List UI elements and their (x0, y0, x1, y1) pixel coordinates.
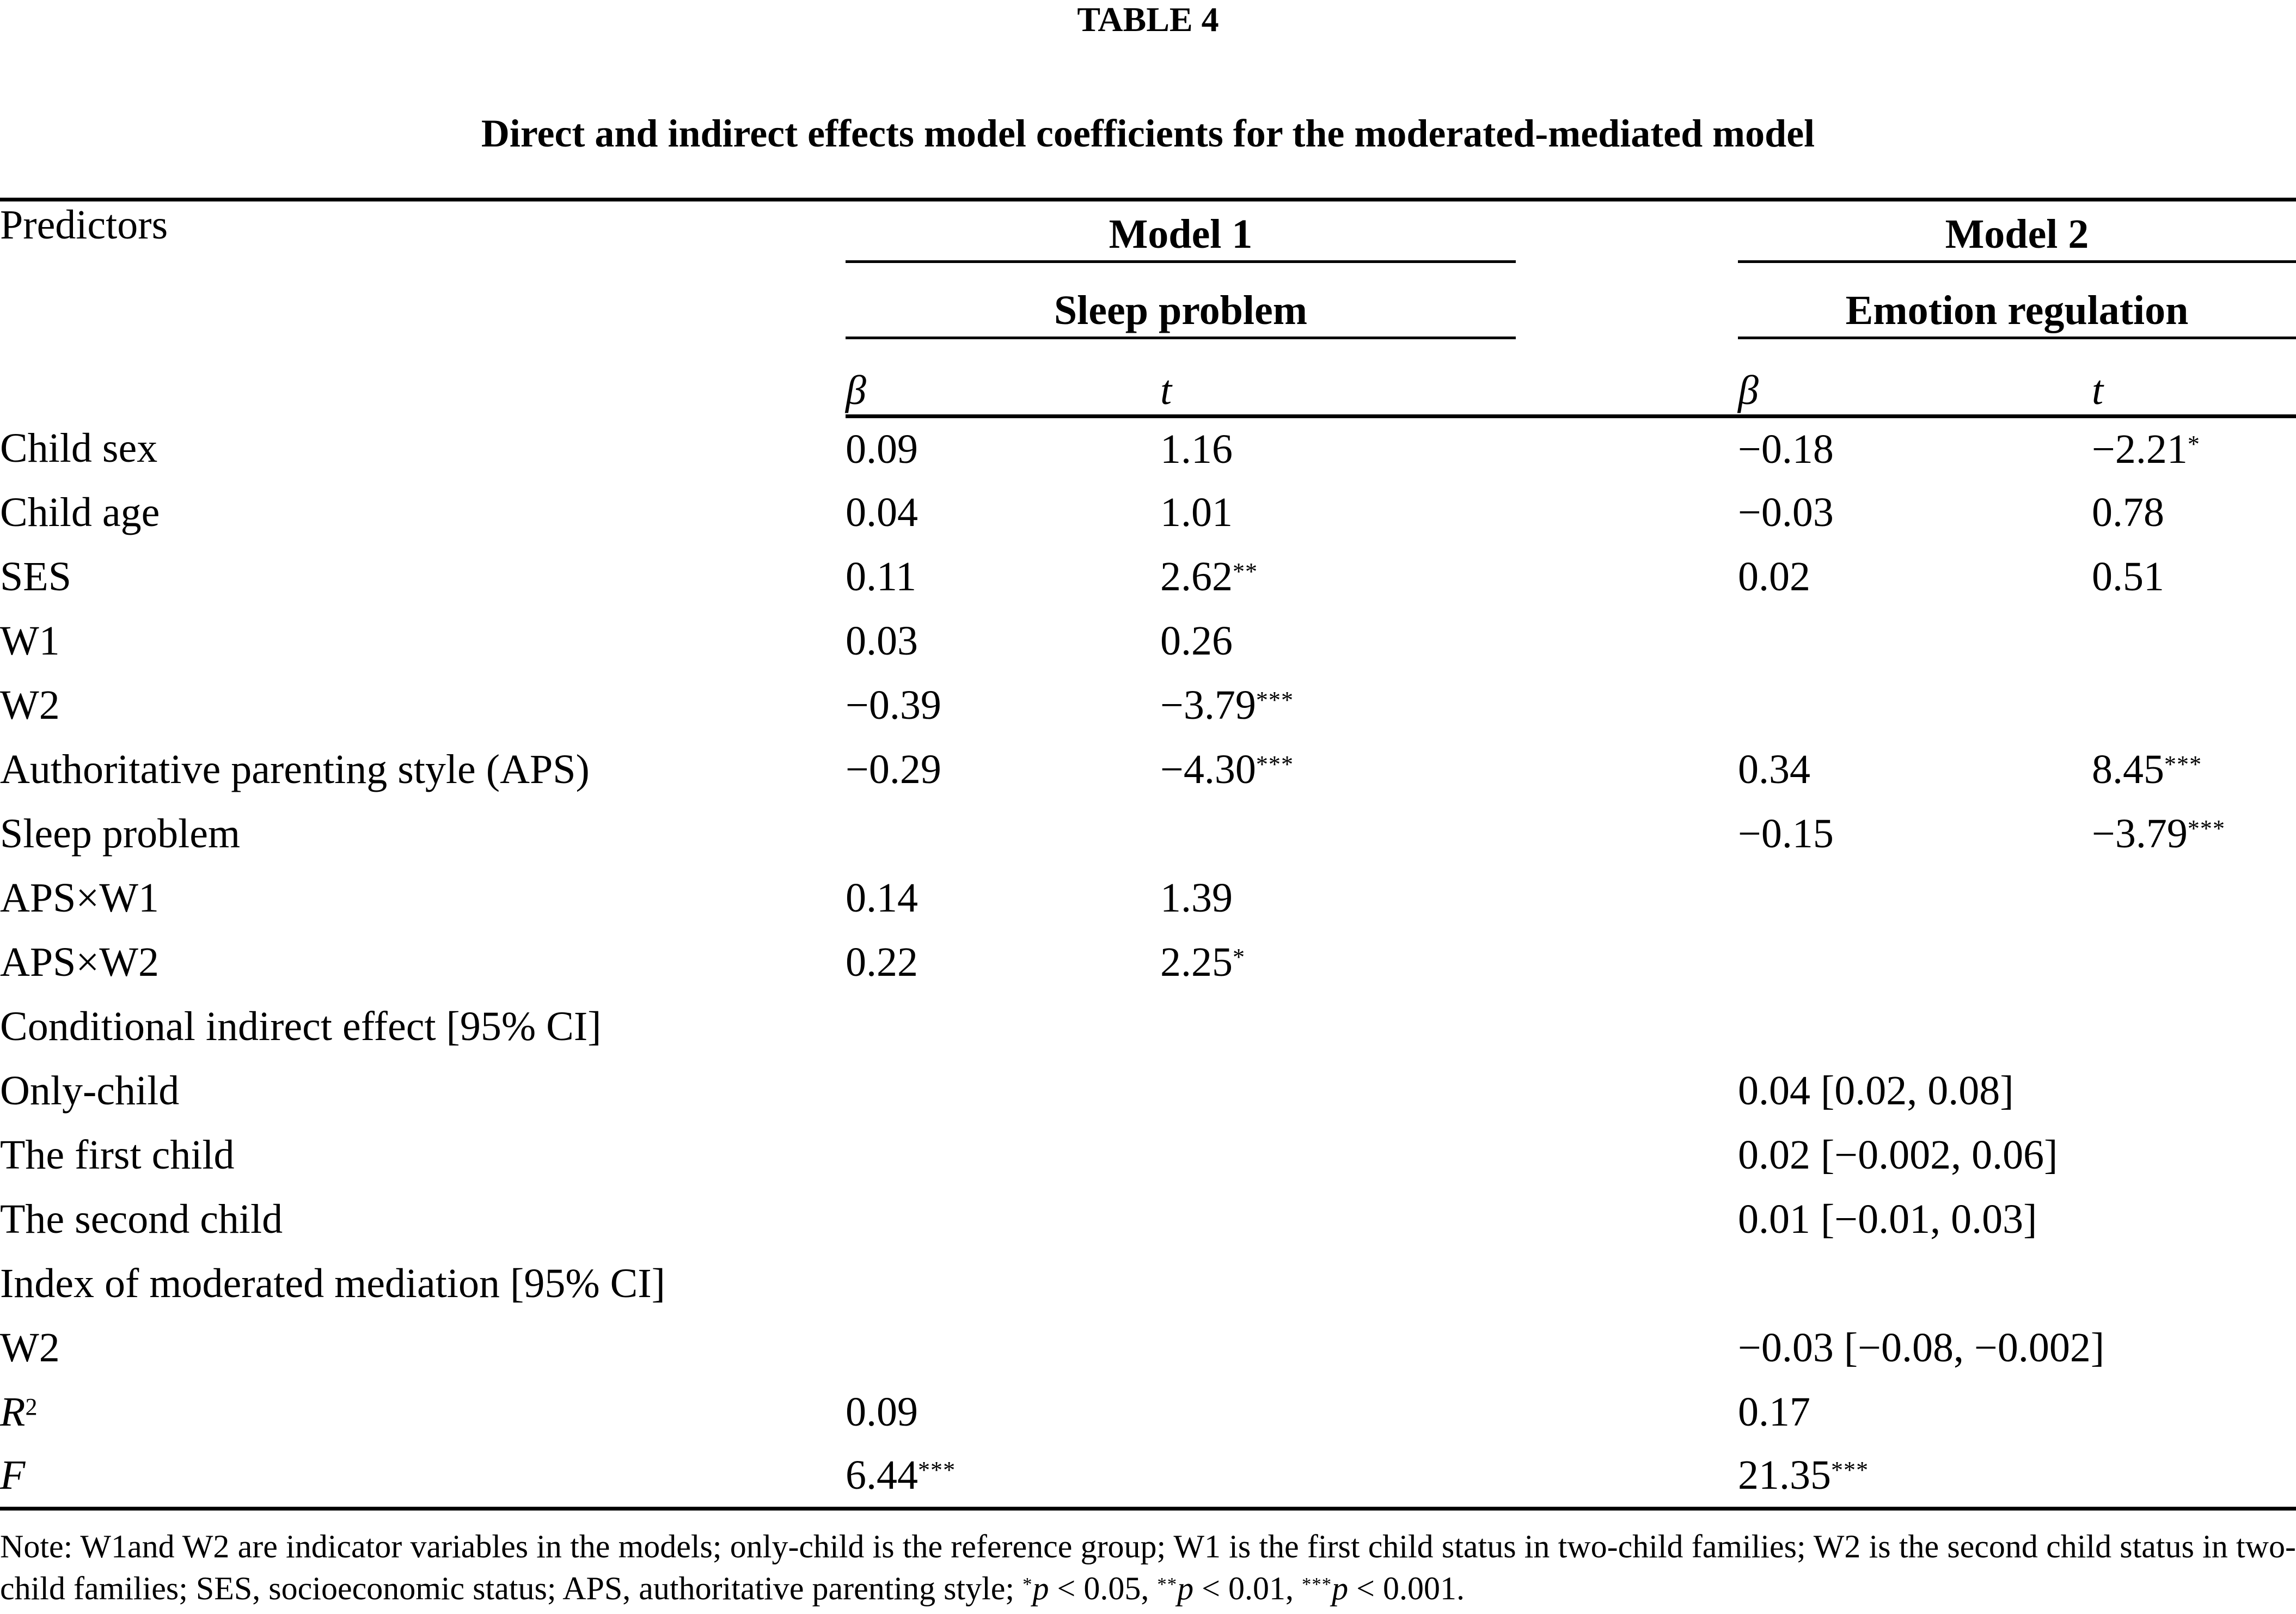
row-label: Authoritative parenting style (APS) (0, 747, 590, 792)
column-group-model2 (1738, 200, 2296, 263)
table-row: W1 0.03 0.26 (0, 609, 2296, 674)
section-header: Index of moderated mediation [95% CI] (0, 1261, 665, 1306)
row-label: The first child (0, 1132, 235, 1178)
model1-label: Model 1 (1109, 211, 1253, 257)
table-section-row (0, 995, 2296, 1059)
ci-value: 0.02 [−0.002, 0.06] (1738, 1132, 2058, 1178)
section-header: Conditional indirect effect [95% CI] (0, 1004, 602, 1049)
row-label: Sleep problem (0, 811, 241, 857)
table-row: Authoritative parenting style (APS) −0.29 −4.30*** 0.34 8.45*** (0, 738, 2296, 802)
table-note: Note: W1and W2 are indicator variables in the models; only-child is the reference group; W1 is the first child status in two-child families; W2 is the second child status in two-child families; SES, socioeconomic status; APS, authoritative parenting style; *p < 0.05, **p < 0.01, ***p < 0.001. (0, 1529, 2296, 1606)
column-group-model1 (846, 200, 1738, 263)
table-row (0, 1188, 2296, 1252)
column-header-t-model2: t (2092, 339, 2296, 417)
column-header-t-model1: t (1160, 339, 1738, 417)
table-section-row (0, 1252, 2296, 1316)
table-row: $R^2$ 0.09 0.17 (0, 1380, 2296, 1445)
table-row: Sleep problem −0.15 −3.79*** (0, 802, 2296, 866)
table-number-title: TABLE 4 (1077, 0, 1219, 39)
model1-outcome: Sleep problem (1054, 287, 1308, 333)
table-row: Child sex 0.09 1.16 −0.18 −2.21* (0, 417, 2296, 481)
row-label: W2 (0, 1325, 60, 1371)
coefficients-table (0, 198, 2296, 1511)
table-row: F 6.44*** 21.35*** (0, 1445, 2296, 1509)
significance-stars: * (1023, 1574, 1033, 1595)
significance-stars: *** (1301, 1574, 1332, 1595)
column-header-beta-model2: β (1738, 339, 2092, 417)
model2-outcome-header (1738, 263, 2296, 339)
table-row (0, 1316, 2296, 1380)
row-label: APS×W2 (0, 939, 160, 985)
model2-label: Model 2 (1945, 211, 2089, 257)
row-label: APS×W1 (0, 875, 160, 921)
row-label: Child age (0, 490, 160, 535)
row-label: W1 (0, 618, 60, 664)
column-header-predictors: Predictors (0, 200, 846, 417)
row-label: The second child (0, 1196, 283, 1242)
row-label: Only-child (0, 1068, 180, 1114)
table-row (0, 1123, 2296, 1188)
model2-outcome: Emotion regulation (1845, 287, 2189, 333)
model1-outcome-header (846, 263, 1738, 339)
row-label-f-statistic: F (0, 1445, 846, 1509)
table-row: SES 0.11 2.62** 0.02 0.51 (0, 545, 2296, 609)
significance-stars: ** (1157, 1574, 1178, 1595)
table-row: W2 −0.39 −3.79*** (0, 674, 2296, 738)
table-row: APS×W1 0.14 1.39 (0, 866, 2296, 931)
table-row (0, 1059, 2296, 1123)
ci-value: −0.03 [−0.08, −0.002] (1738, 1325, 2105, 1371)
ci-value: 0.04 [0.02, 0.08] (1738, 1068, 2014, 1114)
table-row: Child age 0.04 1.01 −0.03 0.78 (0, 481, 2296, 545)
table-caption: Direct and indirect effects model coefficients for the moderated-mediated model (481, 112, 1815, 155)
row-label: SES (0, 554, 71, 600)
row-label-r-squared: $R^2$ (0, 1389, 38, 1435)
column-header-beta-model1: β (846, 339, 1160, 417)
table-row: APS×W2 0.22 2.25* (0, 931, 2296, 995)
header-row-models (0, 200, 2296, 263)
row-label: Child sex (0, 425, 158, 471)
ci-value: 0.01 [−0.01, 0.03] (1738, 1196, 2037, 1242)
row-label: W2 (0, 682, 60, 728)
